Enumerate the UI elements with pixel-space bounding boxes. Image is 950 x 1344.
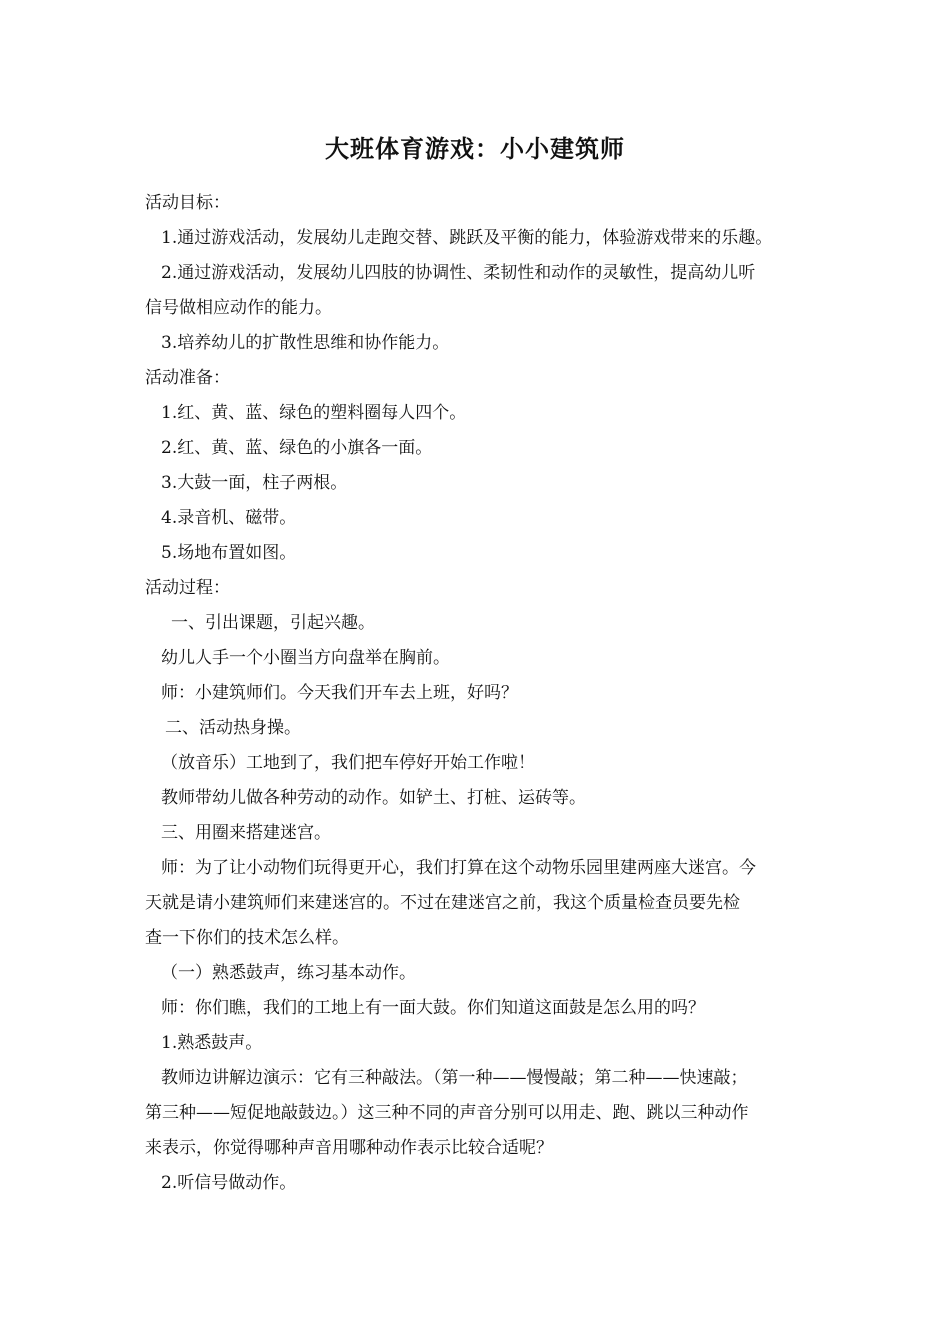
subsection-heading: （一）熟悉鼓声，练习基本动作。 [161, 963, 416, 983]
paragraph: 幼儿人手一个小圈当方向盘举在胸前。 [161, 648, 450, 668]
paragraph: 师：你们瞧，我们的工地上有一面大鼓。你们知道这面鼓是怎么用的吗？ [161, 998, 705, 1018]
preparation-item-1: 1.红、黄、蓝、绿色的塑料圈每人四个。 [161, 403, 467, 423]
paragraph: 师：小建筑师们。今天我们开车去上班，好吗？ [161, 683, 518, 703]
process-step-1-heading: 一、引出课题，引起兴趣。 [171, 613, 375, 633]
document-body [145, 186, 813, 1201]
goal-item-2: 2.通过游戏活动，发展幼儿四肢的协调性、柔韧性和动作的灵敏性，提高幼儿听 [161, 263, 756, 283]
goal-item-3: 3.培养幼儿的扩散性思维和协作能力。 [161, 333, 450, 353]
section-heading-process: 活动过程： [145, 578, 230, 598]
goal-item-1: 1.通过游戏活动，发展幼儿走跑交替、跳跃及平衡的能力，体验游戏带来的乐趣。 [161, 228, 773, 248]
paragraph-continued: 来表示，你觉得哪种声音用哪种动作表示比较合适呢？ [145, 1138, 553, 1158]
list-item: 1.熟悉鼓声。 [161, 1033, 263, 1053]
paragraph: 教师带幼儿做各种劳动的动作。如铲土、打桩、运砖等。 [161, 788, 586, 808]
paragraph-continued: 查一下你们的技术怎么样。 [145, 928, 349, 948]
preparation-item-5: 5.场地布置如图。 [161, 543, 297, 563]
preparation-item-3: 3.大鼓一面，柱子两根。 [161, 473, 348, 493]
paragraph: 教师边讲解边演示：它有三种敲法。（第一种——慢慢敲；第二种——快速敲； [161, 1068, 748, 1088]
paragraph: 师：为了让小动物们玩得更开心，我们打算在这个动物乐园里建两座大迷宫。今 [161, 858, 756, 878]
list-item: 2.听信号做动作。 [161, 1173, 297, 1193]
paragraph-continued: 第三种——短促地敲鼓边。）这三种不同的声音分别可以用走、跑、跳以三种动作 [145, 1103, 749, 1123]
section-heading-goals: 活动目标： [145, 193, 230, 213]
process-step-2-heading: 二、活动热身操。 [165, 718, 301, 738]
process-step-3-heading: 三、用圈来搭建迷宫。 [161, 823, 331, 843]
paragraph: （放音乐）工地到了，我们把车停好开始工作啦！ [161, 753, 535, 773]
preparation-item-4: 4.录音机、磁带。 [161, 508, 297, 528]
preparation-item-2: 2.红、黄、蓝、绿色的小旗各一面。 [161, 438, 433, 458]
document-title: 大班体育游戏：小小建筑师 [325, 135, 625, 163]
paragraph-continued: 天就是请小建筑师们来建迷宫的。不过在建迷宫之前，我这个质量检查员要先检 [145, 893, 740, 913]
section-heading-preparation: 活动准备： [145, 368, 230, 388]
goal-item-2-continued: 信号做相应动作的能力。 [145, 298, 332, 318]
